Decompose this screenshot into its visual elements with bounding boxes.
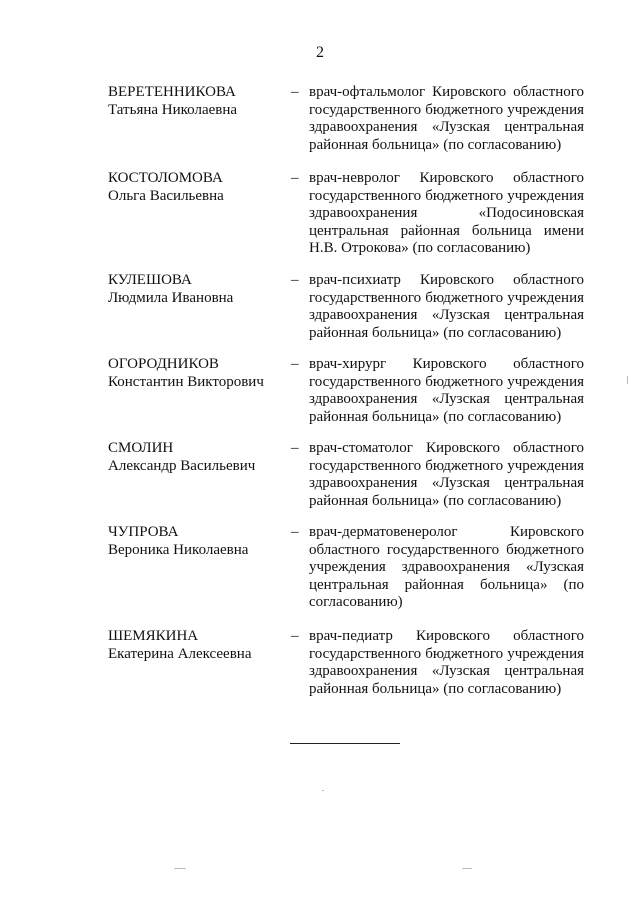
- member-role: врач-невролог Кировского областного государственного бюджетного учреждения здравоохранения «Подосиновская центральная районная больница имени Н.В. Отрокова» (по согласованию): [309, 170, 584, 256]
- dash-separator: –: [291, 170, 299, 186]
- member-surname: СМОЛИН: [108, 440, 174, 456]
- scan-artifact: [627, 376, 628, 384]
- member-role: врач-дерматовенеролог Кировского областного государственного бюджетного учреждения здравоохранения «Лузская центральная районная больница» (по согласованию): [309, 524, 584, 610]
- member-surname: ОГОРОДНИКОВ: [108, 356, 219, 372]
- member-surname: КОСТОЛОМОВА: [108, 170, 223, 186]
- member-given-names: Людмила Ивановна: [108, 289, 234, 306]
- member-role: врач-офтальмолог Кировского областного государственного бюджетного учреждения здравоохранения «Лузская центральная районная больница» (по согласованию): [309, 84, 584, 153]
- member-role: врач-педиатр Кировского областного государственного бюджетного учреждения здравоохранения «Лузская центральная районная больница» (по согласованию): [309, 628, 584, 697]
- member-name: [108, 272, 278, 307]
- page-number: 2: [316, 44, 324, 61]
- dash-separator: –: [291, 356, 299, 372]
- member-given-names: Вероника Николаевна: [108, 541, 249, 558]
- closing-rule: [290, 743, 400, 744]
- dash-separator: –: [291, 628, 299, 644]
- member-surname: ВЕРЕТЕННИКОВА: [108, 84, 236, 100]
- dash-separator: –: [291, 440, 299, 456]
- member-role: врач-хирург Кировского областного государственного бюджетного учреждения здравоохранения «Лузская центральная районная больница» (по согласованию): [309, 356, 584, 425]
- scan-artifact: [174, 868, 186, 869]
- member-given-names: Александр Васильевич: [108, 457, 256, 474]
- dash-separator: –: [291, 524, 299, 540]
- member-surname: ЧУПРОВА: [108, 524, 179, 540]
- dash-separator: –: [291, 84, 299, 100]
- scan-artifact: [322, 790, 324, 791]
- member-role: врач-стоматолог Кировского областного государственного бюджетного учреждения здравоохранения «Лузская центральная районная больница» (по согласованию): [309, 440, 584, 509]
- member-surname: ШЕМЯКИНА: [108, 628, 199, 644]
- member-given-names: Татьяна Николаевна: [108, 101, 238, 118]
- member-name: [108, 440, 278, 475]
- member-role: врач-психиатр Кировского областного государственного бюджетного учреждения здравоохранения «Лузская центральная районная больница» (по согласованию): [309, 272, 584, 341]
- member-name: [108, 628, 278, 663]
- member-name: [108, 356, 278, 391]
- member-name: [108, 524, 278, 559]
- member-name: [108, 84, 278, 119]
- member-given-names: Ольга Васильевна: [108, 187, 224, 204]
- member-given-names: Екатерина Алексеевна: [108, 645, 252, 662]
- member-given-names: Константин Викторович: [108, 373, 264, 390]
- scan-artifact: [462, 868, 472, 869]
- member-name: [108, 170, 278, 205]
- member-surname: КУЛЕШОВА: [108, 272, 192, 288]
- dash-separator: –: [291, 272, 299, 288]
